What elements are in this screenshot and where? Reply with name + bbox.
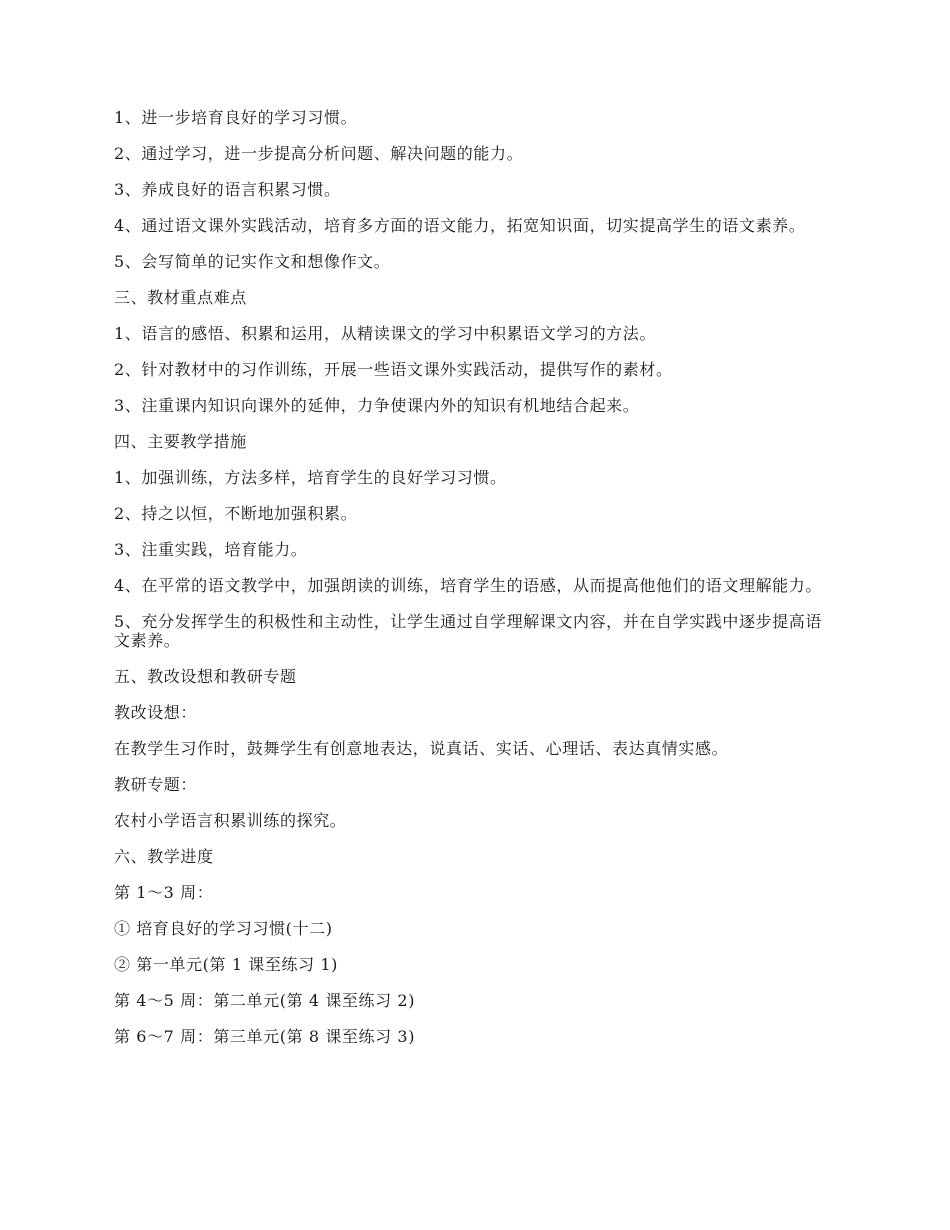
- paragraph-key-point-3: 3、注重课内知识向课外的延伸，力争使课内外的知识有机地结合起来。: [114, 396, 640, 415]
- paragraph-measure-3: 3、注重实践，培育能力。: [114, 540, 308, 559]
- schedule-item-1: ① 培育良好的学习习惯(十二): [114, 919, 333, 938]
- schedule-weeks-4-5: 第 4～5 周：第二单元(第 4 课至练习 2): [114, 991, 416, 1010]
- paragraph-measure-4: 4、在平常的语文教学中，加强朗读的训练，培育学生的语感，从而提高他他们的语文理解能力。: [114, 576, 822, 595]
- section-heading-schedule: 六、教学进度: [114, 847, 214, 866]
- paragraph-measure-2: 2、持之以恒，不断地加强积累。: [114, 504, 358, 523]
- paragraph-goal-4: 4、通过语文课外实践活动，培育多方面的语文能力，拓宽知识面，切实提高学生的语文素养。: [114, 216, 806, 235]
- paragraph-key-point-1: 1、语言的感悟、积累和运用，从精读课文的学习中积累语文学习的方法。: [114, 324, 656, 343]
- reform-idea-label: 教改设想：: [114, 703, 198, 722]
- document-body: [114, 108, 836, 1063]
- research-topic-label: 教研专题：: [114, 775, 198, 794]
- paragraph-goal-2: 2、通过学习，进一步提高分析问题、解决问题的能力。: [114, 144, 524, 163]
- paragraph-measure-1: 1、加强训练，方法多样，培育学生的良好学习习惯。: [114, 468, 507, 487]
- schedule-weeks-6-7: 第 6～7 周：第三单元(第 8 课至练习 3): [114, 1027, 416, 1046]
- section-heading-key-points: 三、教材重点难点: [114, 288, 247, 307]
- schedule-weeks-1-3: 第 1～3 周：: [114, 883, 214, 902]
- paragraph-goal-5: 5、会写简单的记实作文和想像作文。: [114, 252, 391, 271]
- section-heading-reform: 五、教改设想和教研专题: [114, 667, 297, 686]
- paragraph-goal-3: 3、养成良好的语言积累习惯。: [114, 180, 341, 199]
- research-topic-text: 农村小学语言积累训练的探究。: [114, 811, 347, 830]
- section-heading-measures: 四、主要教学措施: [114, 432, 247, 451]
- paragraph-measure-5: 5、充分发挥学生的积极性和主动性，让学生通过自学理解课文内容，并在自学实践中逐步提高语文素养。: [114, 612, 822, 650]
- reform-idea-text: 在教学生习作时，鼓舞学生有创意地表达，说真话、实话、心理话、表达真情实感。: [114, 739, 729, 758]
- paragraph-goal-1: 1、进一步培育良好的学习习惯。: [114, 108, 358, 127]
- schedule-item-2: ② 第一单元(第 1 课至练习 1): [114, 955, 338, 974]
- paragraph-key-point-2: 2、针对教材中的习作训练，开展一些语文课外实践活动，提供写作的素材。: [114, 360, 673, 379]
